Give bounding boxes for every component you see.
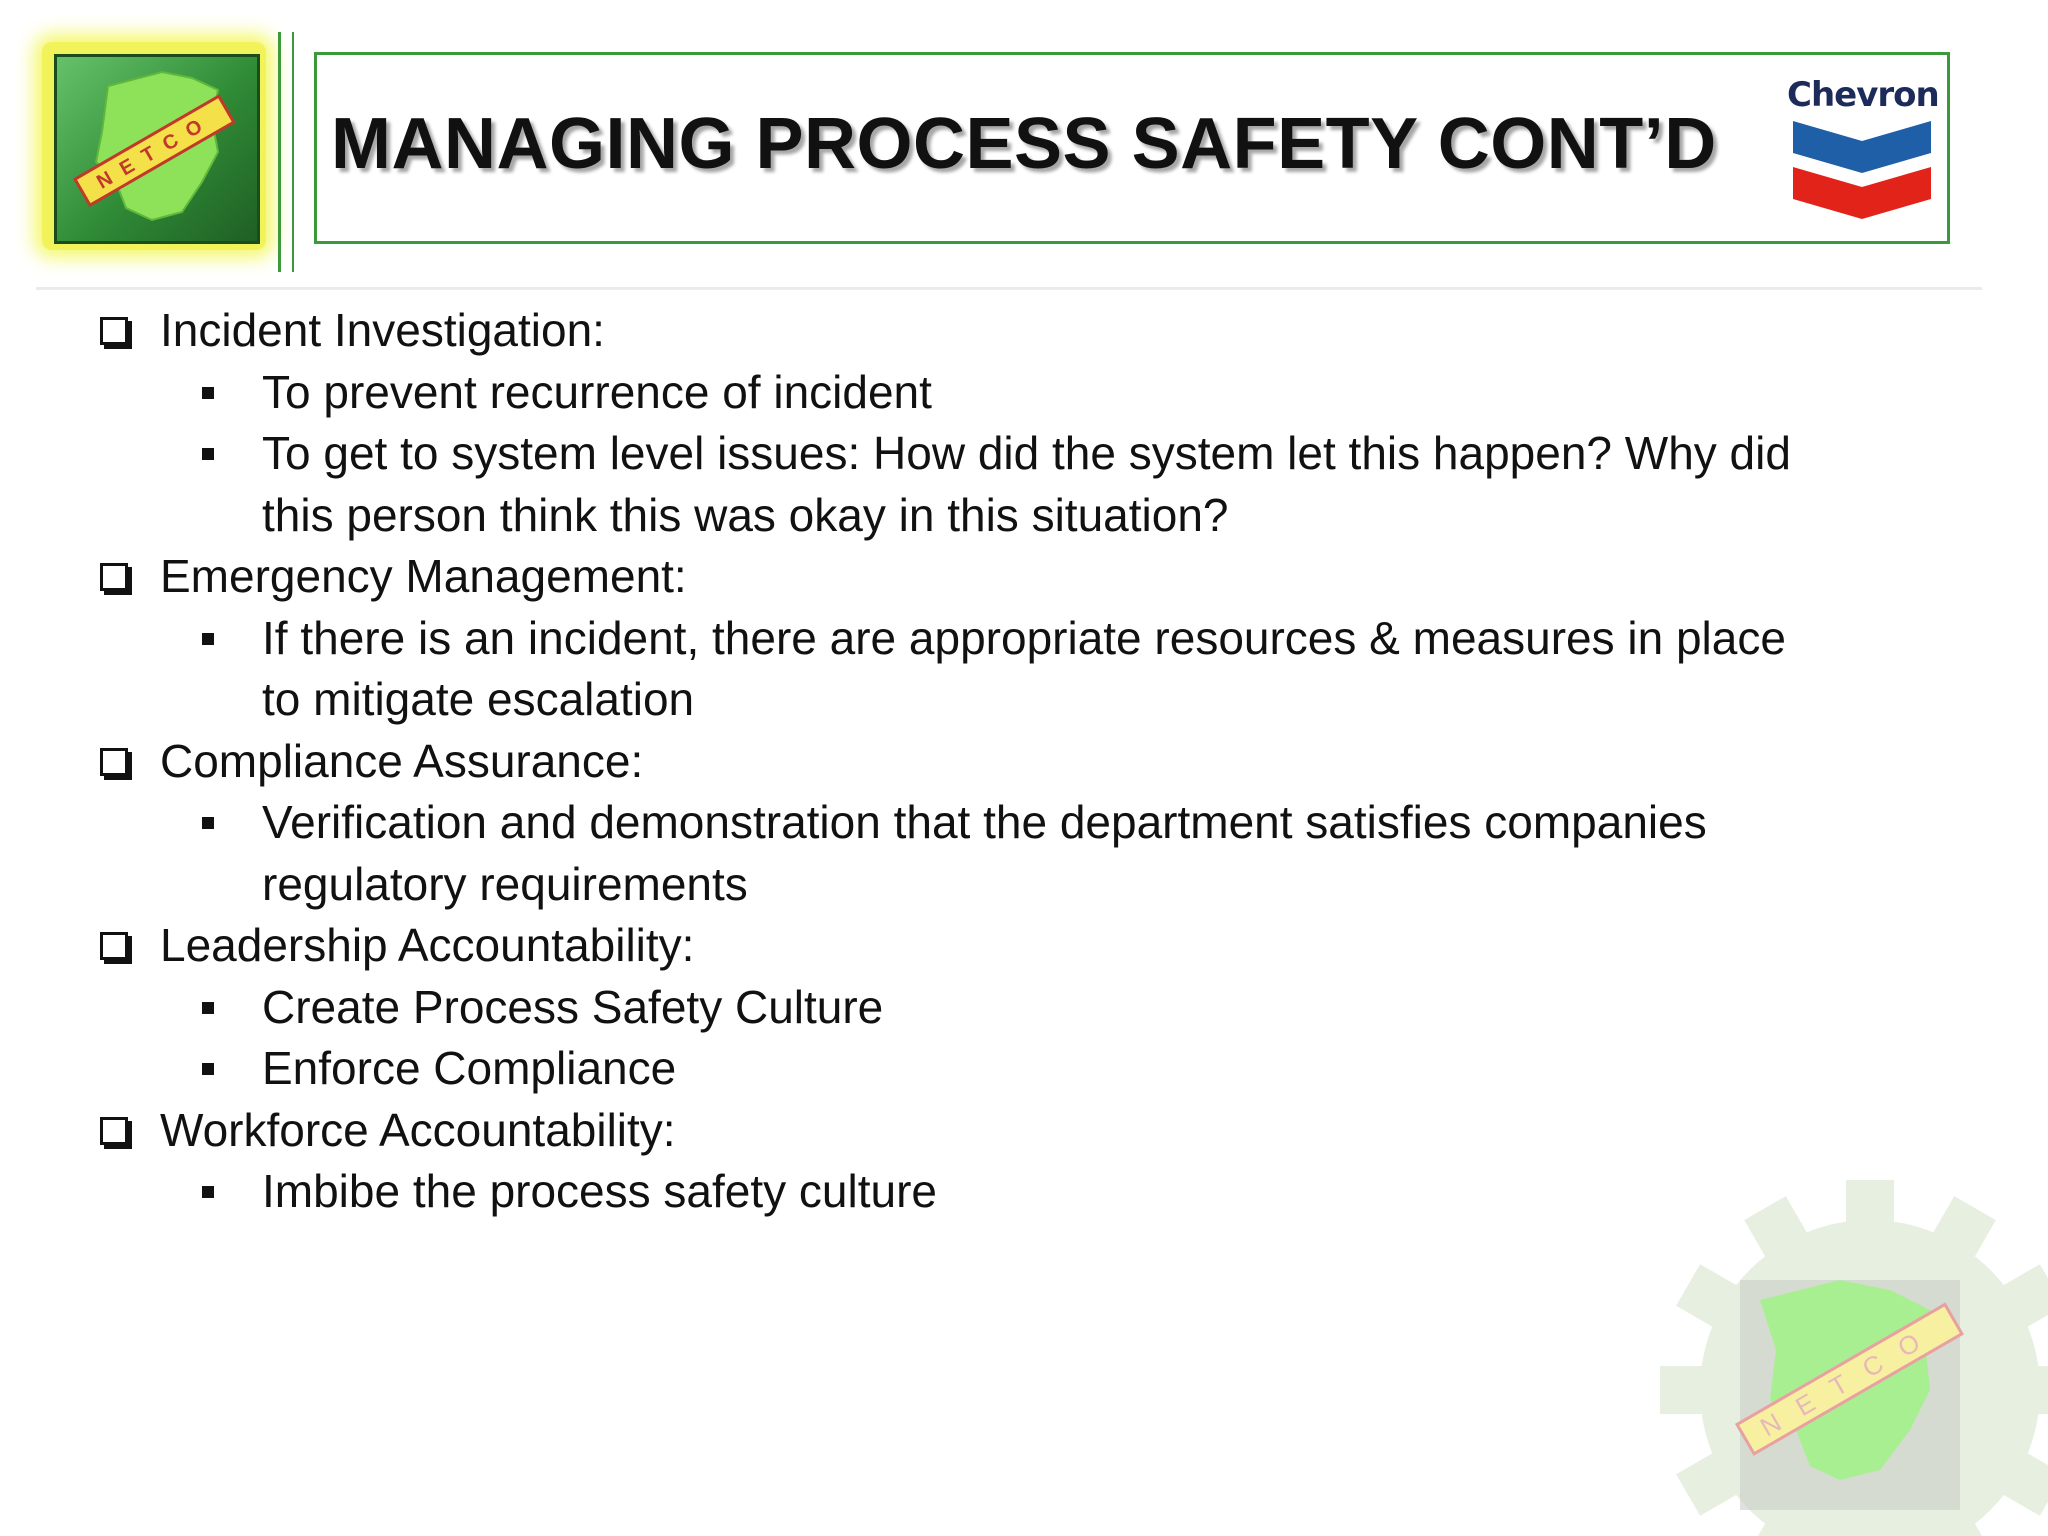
chevron-logo bbox=[1787, 65, 1937, 225]
section-heading: Compliance Assurance: bbox=[96, 731, 1916, 793]
section-leadership-accountability bbox=[96, 915, 1916, 1100]
square-bullet-icon bbox=[202, 387, 214, 399]
section-incident-investigation bbox=[96, 300, 1916, 546]
netco-logo-label: NETCO bbox=[93, 109, 217, 194]
section-compliance-assurance bbox=[96, 731, 1916, 916]
list-item: To prevent recurrence of incident bbox=[96, 362, 1796, 424]
checkbox-bullet-icon bbox=[100, 1117, 128, 1145]
checkbox-bullet-icon bbox=[100, 563, 128, 591]
square-bullet-icon bbox=[202, 1002, 214, 1014]
square-bullet-icon bbox=[202, 1063, 214, 1075]
checkbox-bullet-icon bbox=[100, 932, 128, 960]
square-bullet-icon bbox=[202, 817, 214, 829]
slide-title: MANAGING PROCESS SAFETY CONT’D bbox=[331, 104, 1717, 184]
watermark-label: NETCO bbox=[1754, 1315, 1945, 1443]
section-heading: Leadership Accountability: bbox=[96, 915, 1916, 977]
section-heading: Emergency Management: bbox=[96, 546, 1916, 608]
chevron-logo-word: Chevron bbox=[1787, 75, 1939, 115]
list-item: Enforce Compliance bbox=[96, 1038, 1796, 1100]
slide-content bbox=[96, 300, 1916, 1223]
header-divider bbox=[36, 287, 1982, 290]
section-heading: Workforce Accountability: bbox=[96, 1100, 1916, 1162]
checkbox-bullet-icon bbox=[100, 317, 128, 345]
netco-logo bbox=[42, 42, 266, 250]
title-frame bbox=[314, 52, 1950, 244]
divider-line-thin bbox=[292, 32, 294, 272]
square-bullet-icon bbox=[202, 1186, 214, 1198]
divider-line bbox=[278, 32, 281, 272]
section-heading: Incident Investigation: bbox=[96, 300, 1916, 362]
chevron-emblem-icon bbox=[1791, 117, 1933, 225]
list-item: To get to system level issues: How did the system let this happen? Why did this person think this was okay in this situation? bbox=[96, 423, 1796, 546]
checkbox-bullet-icon bbox=[100, 748, 128, 776]
netco-map-icon bbox=[42, 42, 266, 250]
list-item: Imbibe the process safety culture bbox=[96, 1161, 1796, 1223]
list-item: Create Process Safety Culture bbox=[96, 977, 1796, 1039]
section-emergency-management bbox=[96, 546, 1916, 731]
netco-gear-watermark-icon bbox=[1630, 1150, 2048, 1536]
list-item: If there is an incident, there are appropriate resources & measures in place to mitigate escalation bbox=[96, 608, 1796, 731]
square-bullet-icon bbox=[202, 633, 214, 645]
list-item: Verification and demonstration that the department satisfies companies regulatory requirements bbox=[96, 792, 1796, 915]
square-bullet-icon bbox=[202, 448, 214, 460]
